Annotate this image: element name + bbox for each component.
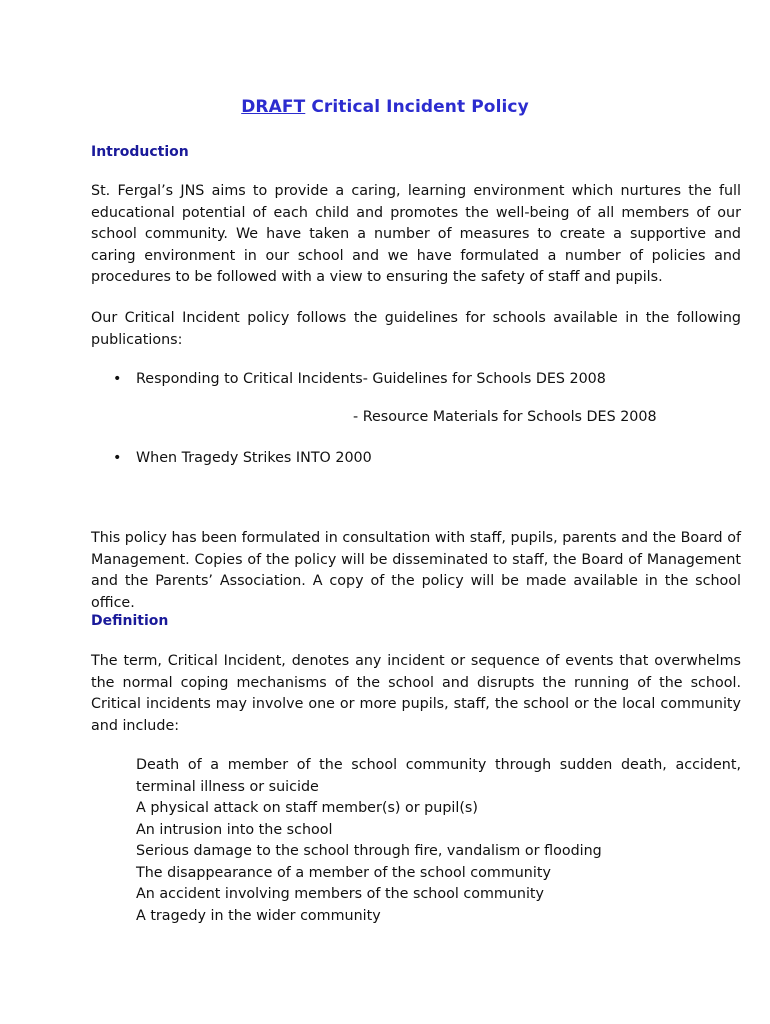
list-item: An accident involving members of the school community: [136, 886, 544, 902]
draft-label: DRAFT: [241, 97, 306, 117]
introduction-paragraph: St. Fergal’s JNS aims to provide a caring, learning environment which nurtures the full educational potential of each child and promotes the well-being of all members of our school community. We have taken a number of measures to create a supportive and caring environment in our school and we have formulated a number of policies and procedures to be followed with a view to ensuring the safety of staff and pupils.: [91, 183, 741, 285]
list-item: Death of a member of the school community through sudden death, accident, terminal illness or suicide: [136, 757, 741, 795]
definition-heading: Definition: [91, 613, 169, 629]
list-item-subline: - Resource Materials for Schools DES 2008: [353, 409, 657, 425]
list-item: A tragedy in the wider community: [136, 907, 381, 924]
title-text: Critical Incident Policy: [311, 97, 529, 117]
list-item: A physical attack on staff member(s) or pupil(s): [136, 800, 478, 816]
definition-paragraph: The term, Critical Incident, denotes any incident or sequence of events that overwhelms the normal coping mechanisms of the school and disrupts the running of the school. Critical incidents may involve one or more pupils, staff, the school or the local community and include:: [91, 653, 741, 734]
list-item-text: Responding to Critical Incidents- Guidelines for Schools DES 2008: [136, 371, 606, 387]
bullet-icon: •: [113, 450, 122, 466]
list-item: Serious damage to the school through fire, vandalism or flooding: [136, 843, 602, 859]
introduction-heading: Introduction: [91, 144, 189, 160]
list-item: [113, 369, 606, 391]
bullet-icon: •: [113, 371, 122, 387]
consultation-paragraph: This policy has been formulated in consultation with staff, pupils, parents and the Board of Management. Copies of the policy will be disseminated to staff, the Board of Management and the Parents’ Association. A copy of the policy will be made available in the school office.: [91, 530, 741, 611]
list-item-text: When Tragedy Strikes INTO 2000: [136, 450, 372, 466]
incident-list: [136, 755, 741, 927]
guidelines-paragraph: Our Critical Incident policy follows the guidelines for schools available in the following publications:: [91, 310, 741, 348]
list-item: An intrusion into the school: [136, 821, 333, 838]
list-item: [113, 448, 372, 470]
list-item: The disappearance of a member of the school community: [136, 864, 551, 881]
document-title: [0, 97, 770, 117]
